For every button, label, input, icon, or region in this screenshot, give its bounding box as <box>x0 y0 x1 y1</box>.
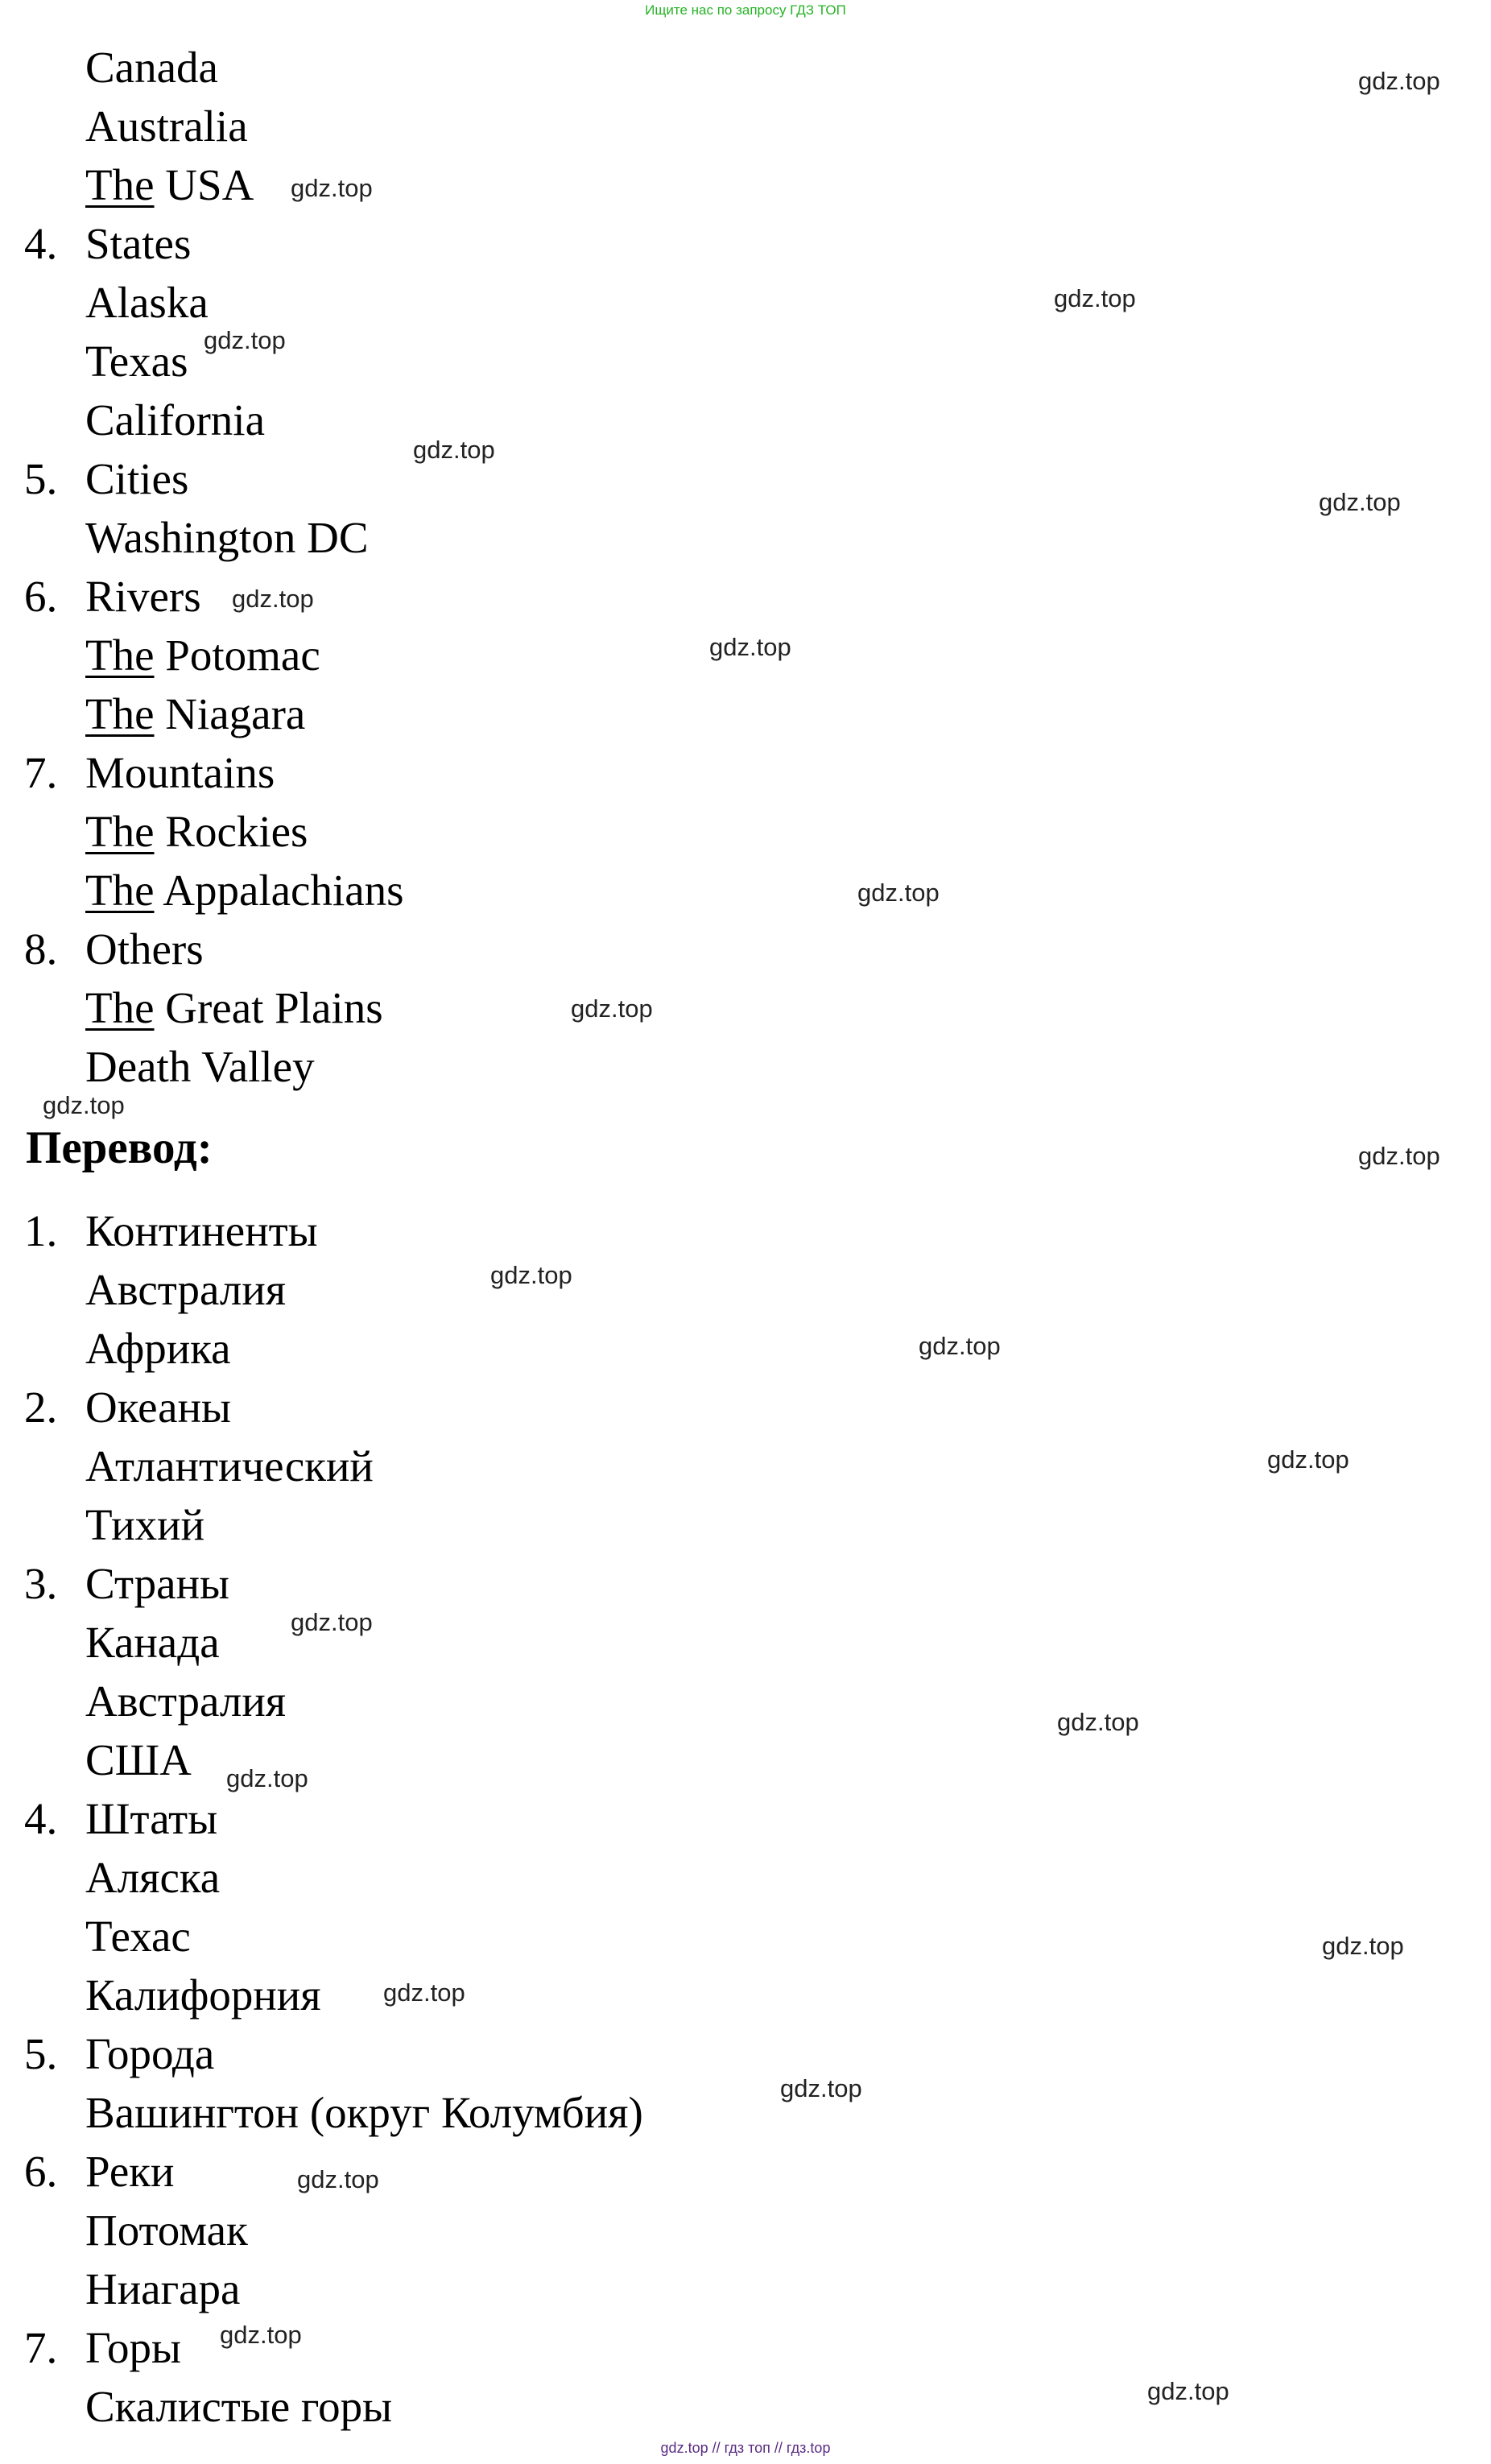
item-text <box>85 159 254 211</box>
item-text: Реки <box>85 2147 175 2196</box>
item-text: Потомак <box>85 2206 248 2255</box>
item-word: Niagara <box>154 689 306 738</box>
item-text: Континенты <box>85 1206 318 1255</box>
watermark: gdz.top <box>204 326 286 354</box>
item-text: Штаты <box>85 1794 218 1843</box>
watermark: gdz.top <box>1147 2377 1229 2405</box>
watermark: gdz.top <box>413 436 495 464</box>
item-number: 4. <box>24 219 58 268</box>
item-number: 5. <box>24 2029 58 2078</box>
article: The <box>85 983 155 1032</box>
item-text <box>85 982 383 1034</box>
item-text: Города <box>85 2029 215 2078</box>
item-number: 3. <box>24 1559 58 1608</box>
watermark: gdz.top <box>1319 488 1401 516</box>
item-word: Rivers <box>85 572 201 621</box>
item-text <box>85 277 209 329</box>
item-text <box>85 571 201 622</box>
item-number: 8. <box>24 924 58 974</box>
watermark: gdz.top <box>232 585 314 613</box>
item-number: 2. <box>24 1383 58 1432</box>
item-text: США <box>85 1735 192 1784</box>
item-number: 6. <box>24 572 58 621</box>
watermark: gdz.top <box>43 1091 125 1119</box>
item-text: Австралия <box>85 1265 287 1314</box>
item-word: Great Plains <box>154 983 383 1032</box>
watermark: gdz.top <box>1054 284 1136 312</box>
watermark: gdz.top <box>1322 1932 1404 1960</box>
item-number: 1. <box>24 1206 58 1255</box>
watermark: gdz.top <box>919 1332 1001 1360</box>
item-word: Rockies <box>154 807 308 856</box>
watermark: gdz.top <box>1267 1445 1349 1474</box>
item-word: Others <box>85 924 204 974</box>
item-text <box>85 395 265 446</box>
footer-links[interactable]: gdz.top // гдз топ // гдз.top <box>660 2440 831 2456</box>
article: The <box>85 807 155 856</box>
watermark: gdz.top <box>1358 1142 1440 1170</box>
item-word: Appalachians <box>154 866 404 915</box>
item-text <box>85 101 248 152</box>
watermark: gdz.top <box>226 1764 308 1792</box>
item-word: Death Valley <box>85 1042 315 1091</box>
item-text: Африка <box>85 1324 231 1373</box>
article: The <box>85 160 155 209</box>
article: The <box>85 630 155 680</box>
item-text <box>85 865 404 916</box>
header-search-link[interactable]: Ищите нас по запросу ГДЗ ТОП <box>645 2 846 18</box>
item-text <box>85 218 191 270</box>
watermark: gdz.top <box>291 174 373 202</box>
item-word: Australia <box>85 101 248 151</box>
item-text <box>85 688 305 740</box>
watermark: gdz.top <box>490 1261 572 1289</box>
watermark: gdz.top <box>220 2321 302 2349</box>
item-text: Калифорния <box>85 1970 321 2020</box>
watermark: gdz.top <box>1057 1708 1139 1736</box>
item-number: 5. <box>24 454 58 503</box>
item-text <box>85 630 320 681</box>
watermark: gdz.top <box>857 879 940 907</box>
item-text: Австралия <box>85 1676 287 1726</box>
item-text: Аляска <box>85 1853 221 1902</box>
item-text <box>85 1041 315 1093</box>
item-text: Атлантический <box>85 1441 374 1490</box>
item-number: 4. <box>24 1794 58 1843</box>
item-word: USA <box>154 160 254 209</box>
watermark: gdz.top <box>1358 67 1440 95</box>
item-text: Тихий <box>85 1500 205 1549</box>
watermark: gdz.top <box>571 994 653 1023</box>
item-word: Potomac <box>154 630 320 680</box>
watermark: gdz.top <box>383 1978 465 2007</box>
item-text: Скалистые горы <box>85 2382 393 2431</box>
item-text: Канада <box>85 1618 220 1667</box>
item-number: 7. <box>24 748 58 797</box>
item-text: Страны <box>85 1559 229 1608</box>
watermark: gdz.top <box>780 2074 862 2102</box>
item-word: Alaska <box>85 278 209 327</box>
item-text <box>85 42 218 93</box>
item-number: 7. <box>24 2323 58 2372</box>
translation-heading: Перевод: <box>26 1122 213 1173</box>
item-text: Горы <box>85 2323 181 2372</box>
item-text <box>85 806 308 858</box>
item-word: California <box>85 395 265 444</box>
item-text <box>85 336 188 387</box>
item-text <box>85 512 369 564</box>
item-text: Техас <box>85 1912 191 1961</box>
watermark: gdz.top <box>709 633 791 661</box>
watermark: gdz.top <box>291 1608 373 1636</box>
article: The <box>85 689 155 738</box>
item-word: Mountains <box>85 748 275 797</box>
item-text: Ниагара <box>85 2264 241 2313</box>
item-word: Washington DC <box>85 513 369 562</box>
item-text <box>85 747 275 799</box>
item-word: Cities <box>85 454 189 503</box>
item-text <box>85 924 204 975</box>
article: The <box>85 866 155 915</box>
item-number: 6. <box>24 2147 58 2196</box>
item-text: Вашингтон (округ Колумбия) <box>85 2088 643 2137</box>
watermark: gdz.top <box>297 2165 379 2193</box>
item-word: Canada <box>85 43 218 92</box>
item-word: States <box>85 219 192 268</box>
item-text <box>85 453 188 505</box>
item-word: Texas <box>85 337 188 386</box>
item-text: Океаны <box>85 1383 231 1432</box>
